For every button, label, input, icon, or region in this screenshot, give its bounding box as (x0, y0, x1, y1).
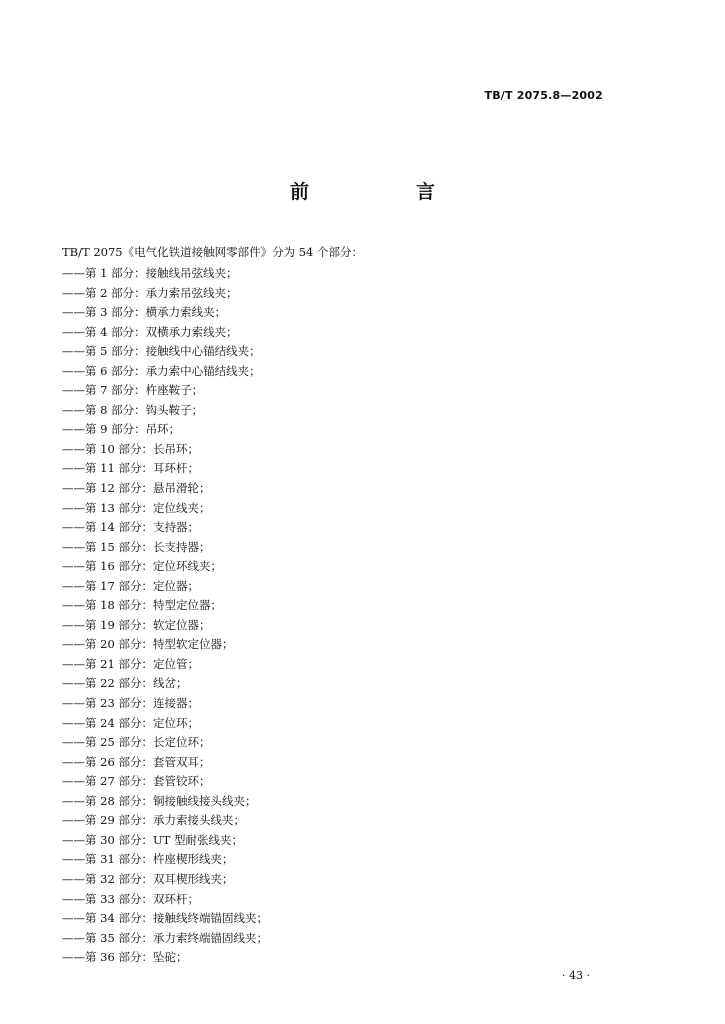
list-item: ——第 36 部分：坠砣； (62, 950, 188, 965)
list-item: ——第 32 部分：双耳楔形线夹； (62, 871, 234, 886)
list-item: ——第 19 部分：软定位器； (62, 617, 211, 632)
list-item: ——第 27 部分：套管铰环； (62, 774, 211, 789)
list-item: ——第 8 部分：钩头鞍子； (62, 402, 204, 417)
list-item: ——第 9 部分：吊环； (62, 422, 181, 437)
list-item: ——第 24 部分：定位环； (62, 715, 199, 730)
list-item: ——第 22 部分：线岔； (62, 676, 188, 691)
list-item: ——第 20 部分：特型软定位器； (62, 637, 234, 652)
list-item: ——第 16 部分：定位环线夹； (62, 559, 222, 574)
list-item: ——第 35 部分：承力索终端锚固线夹； (62, 930, 268, 945)
list-item: ——第 2 部分：承力索吊弦线夹； (62, 285, 238, 300)
list-item: ——第 31 部分：杵座楔形线夹； (62, 852, 234, 867)
list-item: ——第 6 部分：承力索中心锚结线夹； (62, 363, 261, 378)
list-item: ——第 1 部分：接触线吊弦线夹； (62, 266, 238, 280)
list-item: ——第 34 部分：接触线终端锚固线夹； (62, 911, 268, 926)
list-item: ——第 23 部分：连接器； (62, 696, 199, 711)
list-item: ——第 28 部分：铜接触线接头线夹； (62, 793, 257, 808)
standard-number: TB/T 2075.8—2002 (484, 89, 603, 102)
parts-list (62, 264, 268, 968)
list-item: ——第 18 部分：特型定位器； (62, 598, 222, 613)
page-title: 前 言 (289, 181, 479, 203)
list-item: ——第 7 部分：杵座鞍子； (62, 383, 204, 398)
list-item: ——第 17 部分：定位器； (62, 578, 199, 593)
list-item: ——第 4 部分：双横承力索线夹； (62, 324, 238, 339)
page-number: · 43 · (562, 969, 590, 982)
list-item: ——第 26 部分：套管双耳； (62, 754, 211, 769)
list-item: ——第 33 部分：双环杆； (62, 891, 199, 906)
list-item: ——第 12 部分：悬吊滑轮； (62, 481, 211, 496)
list-item: ——第 5 部分：接触线中心锚结线夹； (62, 344, 261, 359)
list-item: ——第 14 部分：支持器； (62, 520, 199, 535)
list-item: ——第 3 部分：横承力索线夹； (62, 305, 227, 320)
list-item: ——第 13 部分：定位线夹； (62, 500, 211, 515)
list-item: ——第 21 部分：定位管； (62, 656, 199, 671)
list-item: ——第 15 部分：长支持器； (62, 539, 211, 554)
list-item: ——第 30 部分：UT 型耐张线夹； (62, 832, 243, 847)
list-item: ——第 11 部分：耳环杆； (62, 461, 199, 476)
intro-paragraph: TB/T 2075《电气化铁道接触网零部件》分为 54 个部分： (62, 245, 364, 259)
list-item: ——第 25 部分：长定位环； (62, 735, 211, 750)
list-item: ——第 29 部分：承力索接头线夹； (62, 813, 245, 828)
list-item: ——第 10 部分：长吊环； (62, 441, 199, 456)
